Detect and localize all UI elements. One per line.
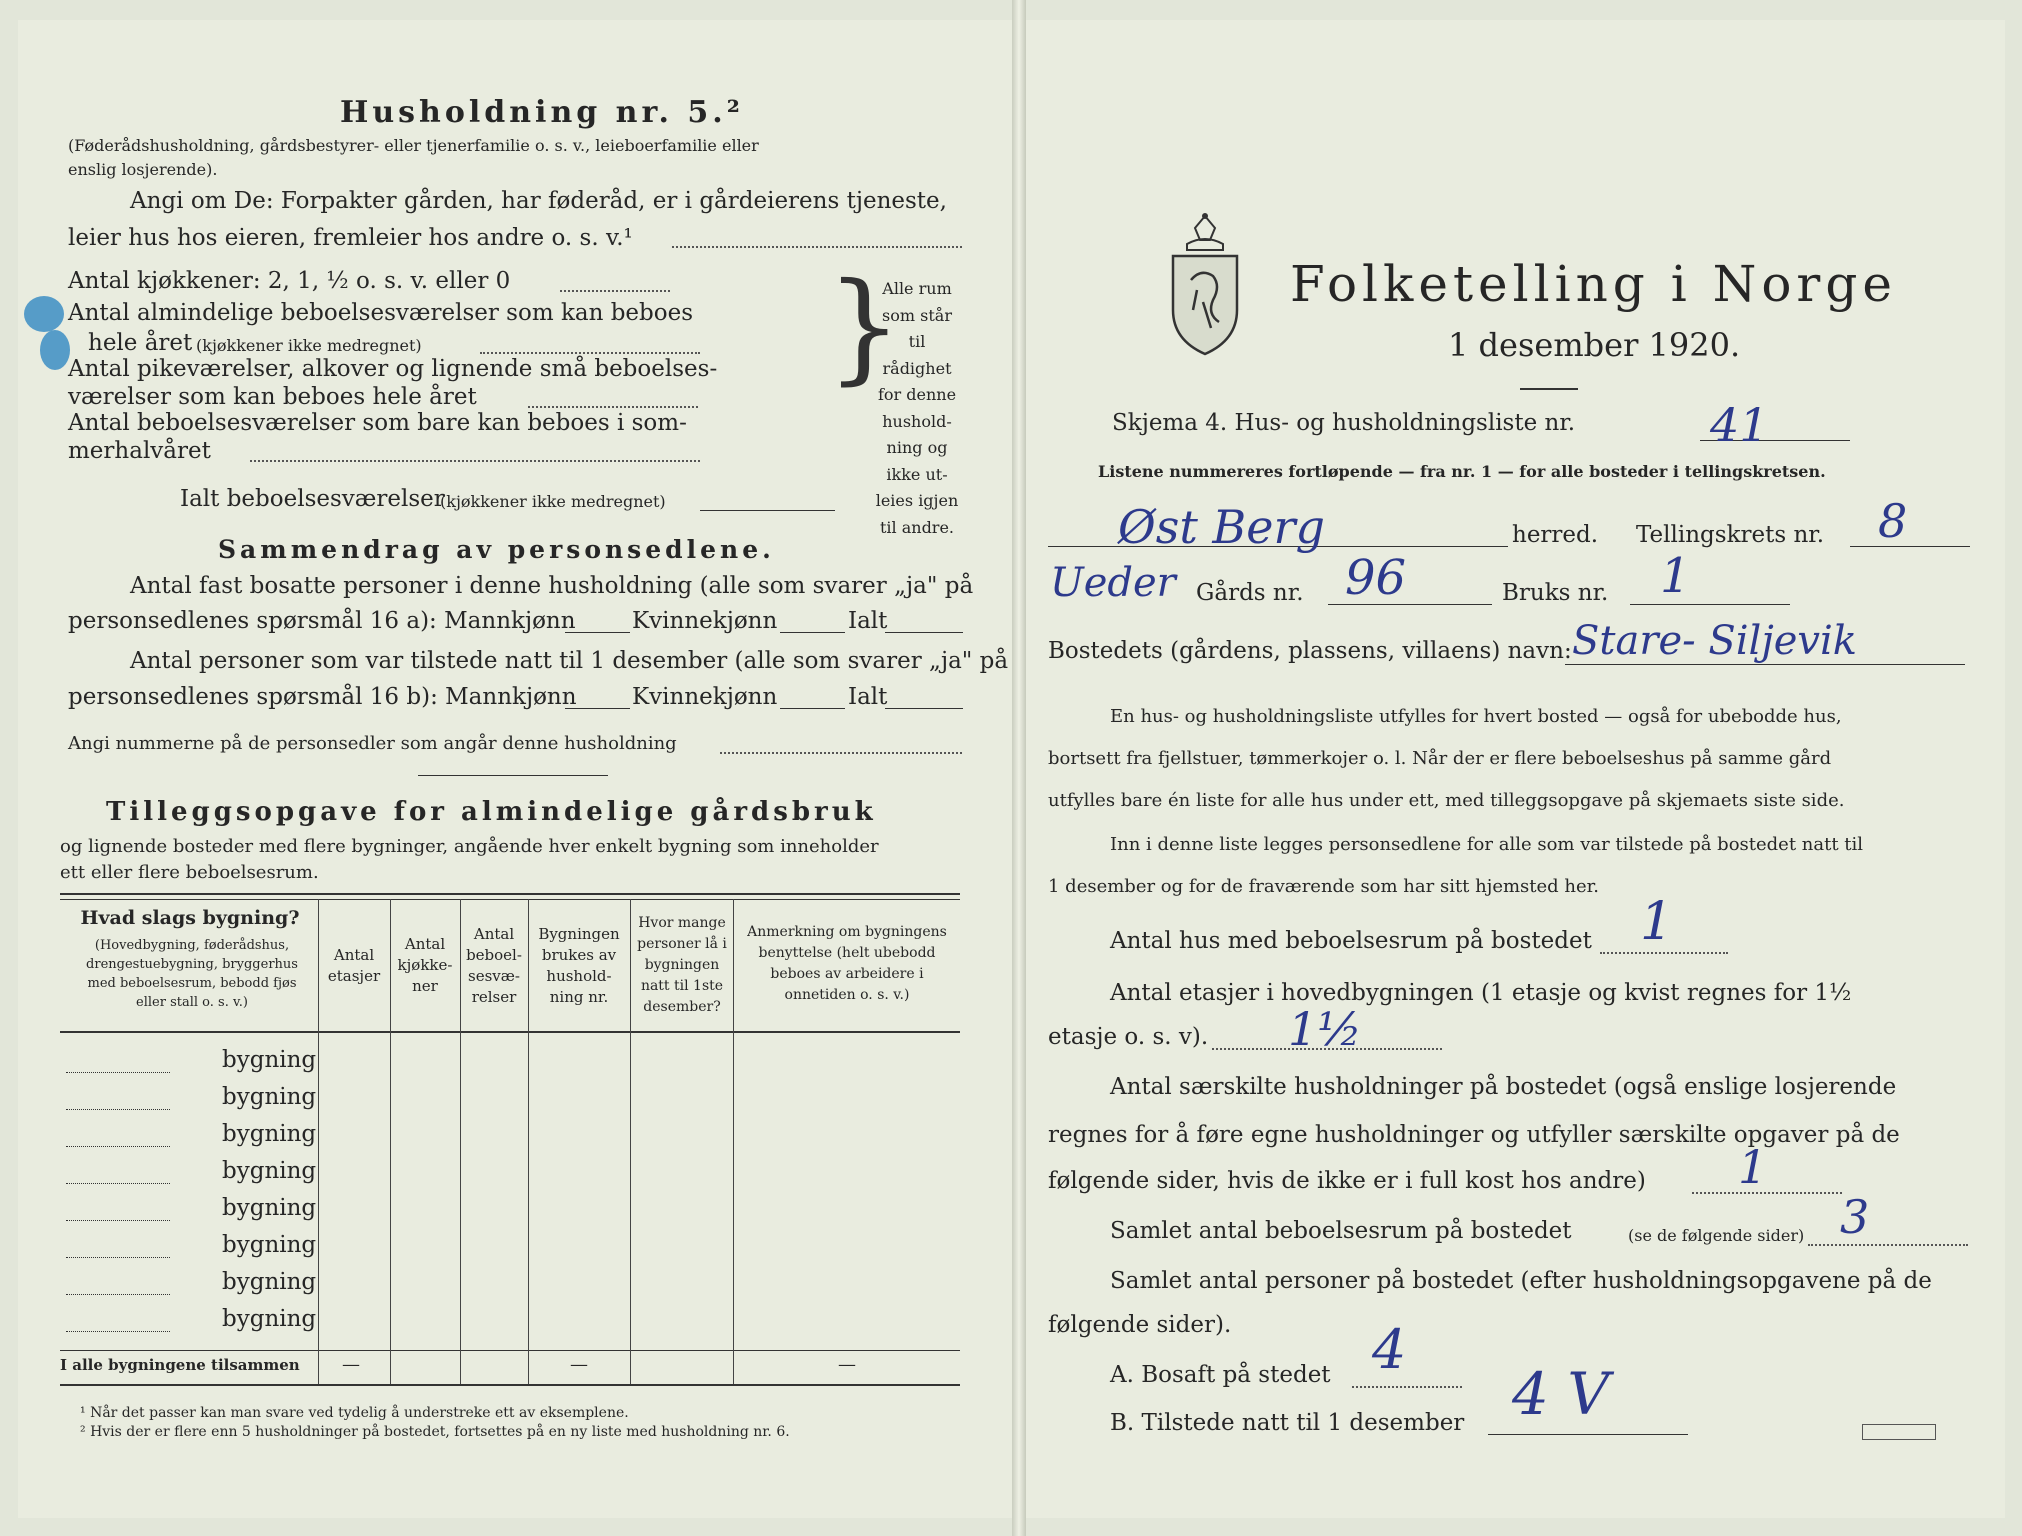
fast-kvinne-line bbox=[780, 632, 845, 633]
husholdninger-line3: følgende sider, hvis de ikke er i full kost hos andre) bbox=[1048, 1168, 1646, 1194]
fast-ialt-line bbox=[885, 632, 963, 633]
etasjer-value: 1½ bbox=[1288, 1002, 1362, 1056]
row-label: bygning bbox=[222, 1047, 317, 1073]
listene-note: Listene nummereres fortløpende — fra nr. 1 — for alle bosteder i tellingskretsen. bbox=[1098, 462, 1826, 481]
samlet-rum-label: Samlet antal beboelsesrum på bostedet bbox=[1110, 1218, 1572, 1244]
samlet-pers-line2: følgende sider). bbox=[1048, 1312, 1232, 1338]
brace-note-line: Alle rum bbox=[882, 279, 952, 298]
col-header-kjokkener: Antal kjøkke-ner bbox=[397, 935, 453, 995]
tilstede-line2: personsedlenes spørsmål 16 b): Mannkjønn bbox=[68, 684, 577, 710]
nummerne-dots bbox=[720, 752, 962, 754]
footnote-1: ¹ Når det passer kan man svare ved tydelig å understreke ett av eksemplene. bbox=[80, 1405, 629, 1421]
total-dash: — bbox=[838, 1354, 856, 1375]
nummerne-label: Angi nummerne på de personsedler som angår denne husholdning bbox=[68, 733, 677, 754]
col-divider bbox=[318, 899, 319, 1384]
footnote-2: ² Hvis der er flere enn 5 husholdninger på bostedet, fortsettes på en ny liste med husholdning nr. 6. bbox=[80, 1424, 790, 1440]
col-divider bbox=[630, 899, 631, 1384]
census-title: Folketelling i Norge bbox=[1290, 255, 1897, 313]
row-label: bygning bbox=[222, 1269, 317, 1295]
pike-line1: Antal pikeværelser, alkover og lignende små beboelses- bbox=[68, 356, 718, 382]
fast-line1: Antal fast bosatte personer i denne husholdning (alle som svarer „ja" på bbox=[130, 573, 974, 599]
tilstede-kvinne-label: Kvinnekjønn bbox=[632, 684, 778, 710]
tilstede-ialt-line bbox=[885, 708, 963, 709]
gards-label: Gårds nr. bbox=[1196, 580, 1304, 606]
fast-ialt-label: Ialt bbox=[848, 608, 888, 634]
col-header-type: Hvad slags bygning? bbox=[80, 907, 300, 929]
angi-answer-line bbox=[672, 246, 962, 248]
tilstede-value: 4 V bbox=[1512, 1360, 1610, 1428]
angi-line2: leier hus hos eieren, fremleier hos andre o. s. v.¹ bbox=[68, 225, 633, 251]
col-divider bbox=[733, 899, 734, 1384]
angi-line1: Angi om De: Forpakter gården, har føderåd, er i gårdeierens tjeneste, bbox=[130, 188, 947, 214]
row-label: bygning bbox=[222, 1306, 317, 1332]
herred-label: herred. bbox=[1512, 522, 1599, 548]
ialt-answer-line bbox=[700, 510, 835, 511]
total-dash: — bbox=[570, 1354, 588, 1375]
household-note-line2: enslig losjerende). bbox=[68, 160, 218, 179]
tellingskrets-value: 8 bbox=[1878, 494, 1908, 548]
col-header-husholdning: Bygningen brukes av hushold-ning nr. bbox=[538, 925, 620, 1006]
household-title: Husholdning nr. 5.² bbox=[340, 95, 744, 130]
row-label: bygning bbox=[222, 1195, 317, 1221]
row-name-line bbox=[66, 1183, 170, 1184]
herred-value: Øst Berg bbox=[1118, 500, 1325, 554]
kjokkener-label: Antal kjøkkener: 2, 1, ½ o. s. v. eller 0 bbox=[68, 268, 511, 294]
tillegg-title: Tilleggsopgave for almindelige gårdsbruk bbox=[106, 797, 877, 827]
sommer-line1: Antal beboelsesværelser som bare kan beboes i som- bbox=[68, 410, 687, 436]
row-name-line bbox=[66, 1294, 170, 1295]
sommer-line2: merhalvåret bbox=[68, 438, 211, 464]
husholdninger-value: 1 bbox=[1738, 1140, 1768, 1194]
brace-note-line: ikke ut- bbox=[886, 464, 948, 484]
samlet-rum-value: 3 bbox=[1840, 1190, 1870, 1244]
etasjer-line2: etasje o. s. v). bbox=[1048, 1024, 1209, 1050]
row-label: bygning bbox=[222, 1121, 317, 1147]
tilstede-ialt-label: Ialt bbox=[848, 684, 888, 710]
ink-blot-2 bbox=[40, 330, 70, 370]
col-divider bbox=[460, 899, 461, 1384]
brace-note-line: som står til bbox=[882, 305, 952, 351]
info-line1: En hus- og husholdningsliste utfylles for hvert bosted — også for ubebodde hus, bbox=[1110, 706, 1842, 727]
tillegg-line2: ett eller flere beboelsesrum. bbox=[60, 862, 319, 883]
kjokkener-dots bbox=[560, 290, 670, 292]
row-label: bygning bbox=[222, 1084, 317, 1110]
bosted-line bbox=[1565, 664, 1965, 665]
alm-line1: Antal almindelige beboelsesværelser som kan beboes bbox=[68, 300, 694, 326]
tilstede-kvinne-line bbox=[780, 708, 845, 709]
tilstede-line bbox=[1488, 1434, 1688, 1435]
row-label: bygning bbox=[222, 1232, 317, 1258]
brace-note-line: til andre. bbox=[879, 517, 955, 537]
brace-note bbox=[872, 276, 962, 541]
samlet-rum-note: (se de følgende sider) bbox=[1628, 1226, 1805, 1245]
tellingskrets-line bbox=[1850, 546, 1970, 547]
row-name-line bbox=[66, 1257, 170, 1258]
row-name-line bbox=[66, 1072, 170, 1073]
gards-value: 96 bbox=[1345, 550, 1407, 606]
fast-line2: personsedlenes spørsmål 16 a): Mannkjønn bbox=[68, 608, 576, 634]
row-label: bygning bbox=[222, 1158, 317, 1184]
hus-label: Antal hus med beboelsesrum på bostedet bbox=[1110, 928, 1592, 954]
col-header-anmerkning: Anmerkning om bygningens benyttelse (helt ubebodd beboes av arbeidere i onnetiden o. s. v.) bbox=[747, 924, 947, 1003]
info-line5: 1 desember og for de fraværende som har sitt hjemsted her. bbox=[1048, 876, 1599, 897]
printer-stamp bbox=[1862, 1424, 1936, 1440]
coat-of-arms-icon bbox=[1163, 210, 1248, 360]
skjema-label: Skjema 4. Hus- og husholdningsliste nr. bbox=[1112, 410, 1576, 436]
ink-blot bbox=[24, 296, 64, 332]
tilstede-line1: Antal personer som var tilstede natt til 1 desember (alle som svarer „ja" på bbox=[130, 648, 1009, 674]
col-divider bbox=[528, 899, 529, 1384]
total-dash: — bbox=[342, 1354, 360, 1375]
bruks-line bbox=[1630, 604, 1790, 605]
sommer-dots bbox=[250, 460, 700, 462]
alm-line2: hele året bbox=[88, 330, 193, 356]
bosted-label: Bostedets (gårdens, plassens, villaens) navn: bbox=[1048, 638, 1572, 664]
alm-dots bbox=[480, 352, 700, 354]
table-header-rule bbox=[60, 1031, 960, 1033]
bosted-value: Stare- Siljevik bbox=[1572, 618, 1858, 664]
fast-kvinne-label: Kvinnekjønn bbox=[632, 608, 778, 634]
col-header-beboelsesvaerelser: Antal beboel-sesvæ-relser bbox=[466, 925, 522, 1006]
row-name-line bbox=[66, 1220, 170, 1221]
bosatt-line bbox=[1352, 1386, 1462, 1388]
row-name-line bbox=[66, 1109, 170, 1110]
brace-note-line: rådighet bbox=[882, 358, 952, 378]
table-top-rule-2 bbox=[60, 899, 960, 900]
table-total-rule bbox=[60, 1350, 960, 1351]
bosatt-label: A. Bosaft på stedet bbox=[1110, 1362, 1331, 1388]
brace: } bbox=[826, 258, 903, 397]
hus-value: 1 bbox=[1640, 892, 1674, 952]
col-header-etasjer: Antal etasjer bbox=[327, 946, 381, 985]
ialt-note: (kjøkkener ikke medregnet) bbox=[440, 492, 666, 511]
info-line4: Inn i denne liste legges personsedlene for alle som var tilstede på bostedet natt til bbox=[1110, 834, 1864, 855]
col-divider bbox=[390, 899, 391, 1384]
table-bottom-rule bbox=[60, 1384, 960, 1386]
samlet-pers-line1: Samlet antal personer på bostedet (efter husholdningsopgavene på de bbox=[1110, 1268, 1932, 1294]
hus-line bbox=[1600, 952, 1728, 954]
sammendrag-title: Sammendrag av personsedlene. bbox=[218, 535, 775, 564]
fast-mann-line bbox=[565, 632, 630, 633]
husholdninger-line1: Antal særskilte husholdninger på bostedet (også enslige losjerende bbox=[1110, 1074, 1897, 1100]
total-label: I alle bygningene tilsammen bbox=[60, 1356, 300, 1374]
samlet-rum-line bbox=[1808, 1244, 1968, 1246]
ialt-label: Ialt beboelsesværelser bbox=[180, 486, 445, 512]
col-header-type-note: (Hovedbygning, føderådshus, drengestuebygning, bryggerhus med beboelsesrum, bebodd fjøs eller stall o. s. v.) bbox=[86, 938, 298, 1010]
tilstede-label: B. Tilstede natt til 1 desember bbox=[1110, 1410, 1465, 1436]
bruks-label: Bruks nr. bbox=[1502, 580, 1609, 606]
row-name-line bbox=[66, 1331, 170, 1332]
pike-dots bbox=[528, 406, 698, 408]
table-top-rule bbox=[60, 893, 960, 895]
etasjer-line1: Antal etasjer i hovedbygningen (1 etasje og kvist regnes for 1½ bbox=[1110, 980, 1852, 1006]
skjema-value: 41 bbox=[1710, 398, 1769, 452]
col-header-personer: Hvor mange personer lå i bygningen natt til 1ste desember? bbox=[637, 915, 727, 1015]
page-fold bbox=[1012, 0, 1026, 1536]
section-divider bbox=[418, 775, 608, 776]
brace-note-line: for denne bbox=[877, 385, 957, 404]
household-note-line1: (Føderådshusholdning, gårdsbestyrer- eller tjenerfamilie o. s. v., leieboerfamilie eller bbox=[68, 136, 759, 155]
info-line2: bortsett fra fjellstuer, tømmerkojer o. l. Når der er flere beboelseshus på samme gård bbox=[1048, 748, 1832, 769]
pike-line2: værelser som kan beboes hele året bbox=[68, 384, 477, 410]
husholdninger-line2: regnes for å føre egne husholdninger og utfyller særskilte opgaver på de bbox=[1048, 1122, 1900, 1148]
info-line3: utfylles bare én liste for alle hus under ett, med tilleggsopgave på skjemaets siste side. bbox=[1048, 790, 1845, 811]
tellingskrets-label: Tellingskrets nr. bbox=[1636, 522, 1825, 548]
bosatt-value: 4 bbox=[1372, 1318, 1407, 1381]
gards-prefix: Ueder bbox=[1050, 560, 1176, 606]
brace-note-line: hushold- bbox=[882, 411, 952, 431]
tilstede-mann-line bbox=[565, 708, 630, 709]
tillegg-line1: og lignende bosteder med flere bygninger, angående hver enkelt bygning som inneholder bbox=[60, 836, 879, 857]
census-date: 1 desember 1920. bbox=[1448, 326, 1741, 364]
alm-note: (kjøkkener ikke medregnet) bbox=[196, 336, 422, 355]
bruks-value: 1 bbox=[1660, 548, 1691, 604]
title-divider bbox=[1520, 388, 1578, 390]
brace-note-line: leies igjen bbox=[875, 491, 959, 510]
brace-note-line: ning og bbox=[886, 438, 948, 457]
row-name-line bbox=[66, 1146, 170, 1147]
